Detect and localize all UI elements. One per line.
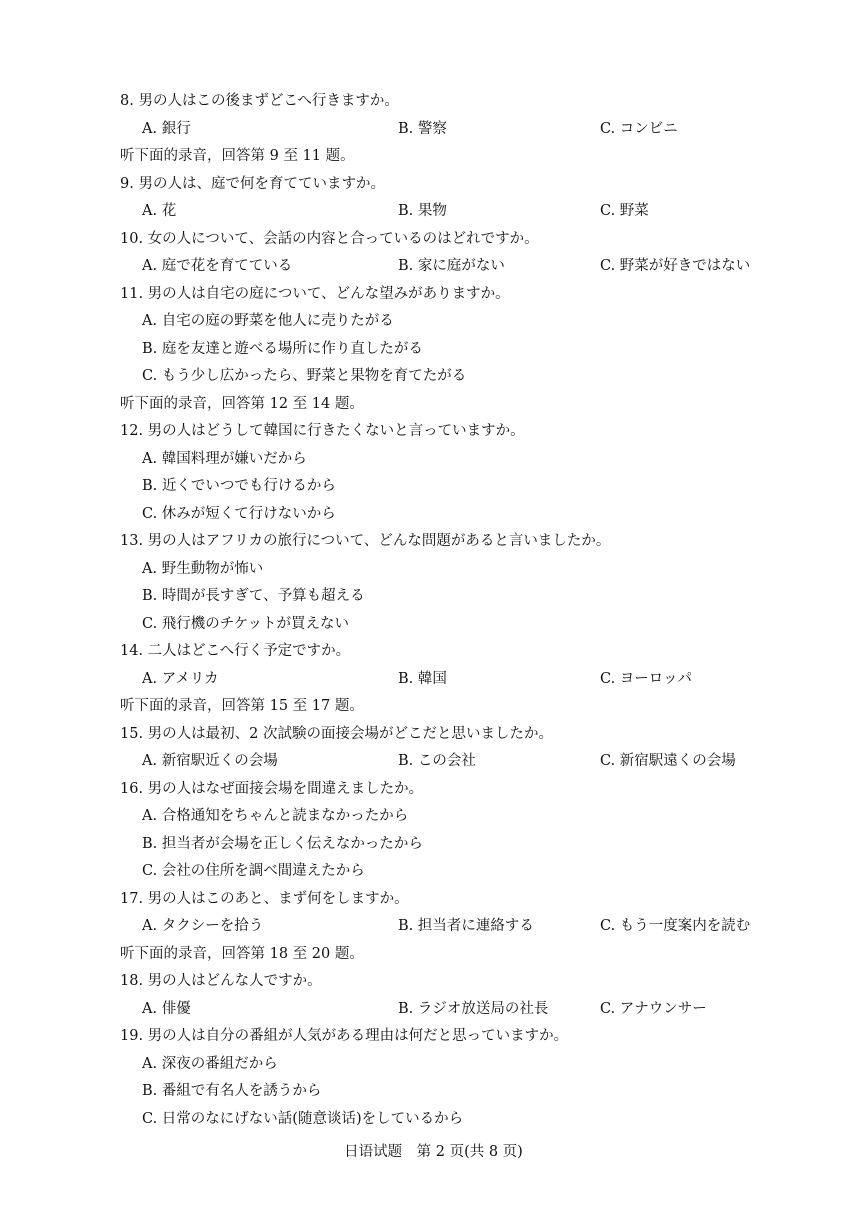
listening-instruction: 听下面的录音，回答第 12 至 14 题。 [120,395,364,412]
answer-option: B. 果物 [398,203,447,219]
answer-option: B. この会社 [398,753,476,769]
option-row [120,116,760,144]
answer-option: A. 庭で花を育てている [142,258,293,274]
question-text: 10. 女の人について、会話の内容と合っているのはどれですか。 [120,230,539,247]
option-row [120,996,760,1024]
answer-option: C. 野菜が好きではない [600,258,751,274]
answer-option: C. 野菜 [600,203,649,219]
answer-option: B. ラジオ放送局の社長 [398,1000,549,1017]
answer-option: C. 会社の住所を調べ間違えたから [142,863,365,879]
answer-option: C. 新宿駅遠くの会場 [600,753,736,769]
answer-option: B. 韓国 [398,670,447,687]
option-row [120,748,760,776]
question-text: 14. 二人はどこへ行く予定ですか。 [120,643,351,659]
page-footer: 日语试题 第 2 页(共 8 页) [344,1144,523,1160]
answer-option: A. 銀行 [142,120,191,137]
answer-option: B. 庭を友達と遊べる場所に作り直したがる [142,340,423,357]
answer-option: B. 警察 [398,120,447,137]
answer-option: A. 深夜の番組だから [142,1055,278,1072]
listening-instruction: 听下面的录音，回答第 15 至 17 题。 [120,698,364,714]
question-list [120,88,760,1133]
answer-option: A. タクシーを拾う [142,918,264,934]
answer-option: B. 担当者が会場を正しく伝えなかったから [142,835,423,852]
answer-option: A. 自宅の庭の野菜を他人に売りたがる [142,313,394,329]
answer-option: B. 家に庭がない [398,258,505,274]
listening-instruction: 听下面的录音，回答第 18 至 20 题。 [120,945,364,962]
answer-option: A. アメリカ [142,670,219,687]
answer-option: B. 番組で有名人を誘うから [142,1083,322,1099]
answer-option: B. 時間が長すぎて、予算も超える [142,588,365,604]
question-text: 19. 男の人は自分の番組が人気がある理由は何だと思っていますか。 [120,1028,569,1044]
question-text: 8. 男の人はこの後まずどこへ行きますか。 [120,93,399,109]
answer-option: A. 花 [142,203,177,219]
answer-option: C. アナウンサー [600,1000,707,1017]
option-row [120,666,760,694]
question-text: 17. 男の人はこのあと、まず何をしますか。 [120,890,409,907]
answer-option: C. 日常のなにげない話(随意谈话)をしているから [142,1110,464,1127]
question-text: 15. 男の人は最初、2 次試験の面接会場がどこだと思いましたか。 [120,725,554,742]
question-text: 11. 男の人は自宅の庭について、どんな望みがありますか。 [120,285,510,302]
question-text: 13. 男の人はアフリカの旅行について、どんな問題があると言いましたか。 [120,533,611,549]
answer-option: C. コンビニ [600,120,678,137]
question-text: 16. 男の人はなぜ面接会場を間違えましたか。 [120,780,424,797]
answer-option: A. 俳優 [142,1000,191,1017]
answer-option: B. 近くでいつでも行けるから [142,478,336,494]
answer-option: C. 休みが短くて行けないから [142,505,336,522]
question-text: 9. 男の人は、庭で何を育てていますか。 [120,175,385,192]
listening-instruction: 听下面的录音，回答第 9 至 11 题。 [120,148,355,164]
answer-option: A. 新宿駅近くの会場 [142,753,278,769]
answer-option: C. もう少し広かったら、野菜と果物を育てたがる [142,368,467,384]
option-row [120,913,760,941]
answer-option: A. 合格通知をちゃんと読まなかったから [142,808,409,824]
answer-option: A. 野生動物が怖い [142,560,264,577]
option-row [120,198,760,226]
option-row [120,253,760,281]
answer-option: C. もう一度案内を読む [600,918,751,934]
question-text: 12. 男の人はどうして韓国に行きたくないと言っていますか。 [120,423,525,439]
answer-option: B. 担当者に連絡する [398,918,534,934]
answer-option: C. ヨーロッパ [600,670,693,687]
question-text: 18. 男の人はどんな人ですか。 [120,973,322,989]
answer-option: C. 飛行機のチケットが買えない [142,615,349,632]
answer-option: A. 韓国料理が嫌いだから [142,450,307,467]
